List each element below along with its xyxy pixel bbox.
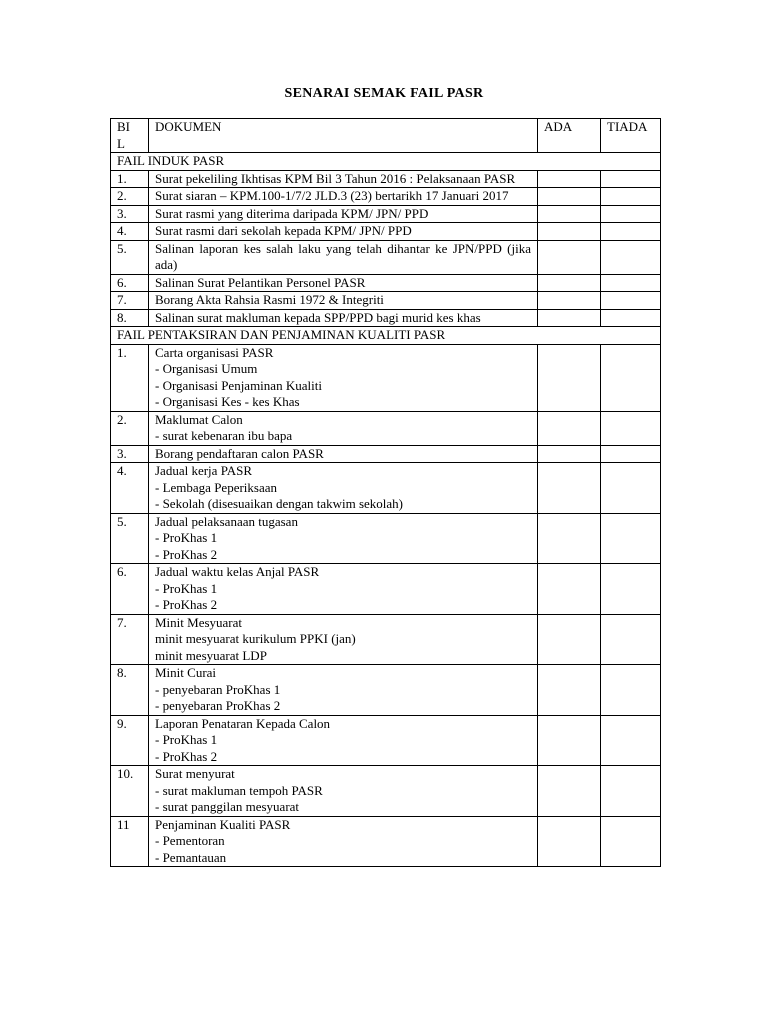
document-text: - surat panggilan mesyuarat	[155, 799, 300, 814]
document-text: - ProKhas 2	[155, 597, 218, 612]
document-cell	[149, 665, 538, 716]
document-text: - surat kebenaran ibu bapa	[155, 428, 293, 443]
ada-checkbox-cell[interactable]	[538, 188, 601, 206]
document-text: - ProKhas 2	[155, 748, 218, 764]
header-dokumen: DOKUMEN	[149, 119, 538, 153]
tiada-checkbox-cell[interactable]	[601, 274, 661, 292]
table-row	[111, 411, 661, 445]
document-text: Salinan laporan kes salah laku yang telah dihantar ke JPN/PPD (jika ada)	[155, 240, 531, 272]
tiada-checkbox-cell[interactable]	[601, 309, 661, 327]
ada-checkbox-cell[interactable]	[538, 170, 601, 188]
ada-checkbox-cell[interactable]	[538, 411, 601, 445]
table-row	[111, 205, 661, 223]
row-number: 3.	[111, 445, 149, 463]
document-text: Surat siaran – KPM.100-1/7/2 JLD.3 (23) bertarikh 17 Januari 2017	[155, 188, 509, 203]
row-number: 3.	[111, 205, 149, 223]
page-title: SENARAI SEMAK FAIL PASR	[284, 86, 484, 101]
document-text: Jadual kerja PASR	[155, 463, 253, 478]
document-cell	[149, 411, 538, 445]
tiada-checkbox-cell[interactable]	[601, 564, 661, 615]
ada-checkbox-cell[interactable]	[538, 564, 601, 615]
document-text: Surat rasmi dari sekolah kepada KPM/ JPN/ PPD	[155, 223, 412, 238]
row-number: 11	[111, 816, 149, 867]
section-heading-row	[111, 153, 661, 171]
section-heading: FAIL INDUK PASR	[111, 153, 661, 171]
document-text: - Sekolah (disesuaikan dengan takwim sekolah)	[155, 496, 404, 511]
document-text: - Organisasi Penjaminan Kualiti	[155, 377, 322, 393]
document-text: minit mesyuarat kurikulum PPKI (jan)	[155, 631, 356, 646]
row-number: 2.	[111, 411, 149, 445]
document-text: - Pemantauan	[155, 849, 227, 865]
document-text: - ProKhas 1	[155, 580, 218, 596]
ada-checkbox-cell[interactable]	[538, 223, 601, 241]
table-row	[111, 513, 661, 564]
tiada-checkbox-cell[interactable]	[601, 205, 661, 223]
row-number: 1.	[111, 344, 149, 411]
document-cell	[149, 463, 538, 514]
ada-checkbox-cell[interactable]	[538, 344, 601, 411]
header-ada: ADA	[538, 119, 601, 153]
ada-checkbox-cell[interactable]	[538, 715, 601, 766]
document-text: - Organisasi Kes - kes Khas	[155, 394, 300, 409]
document-cell	[149, 188, 538, 206]
document-text: Surat rasmi yang diterima daripada KPM/ JPN/ PPD	[155, 205, 429, 221]
ada-checkbox-cell[interactable]	[538, 463, 601, 514]
ada-checkbox-cell[interactable]	[538, 445, 601, 463]
table-row	[111, 614, 661, 665]
row-number: 6.	[111, 564, 149, 615]
document-text: - penyebaran ProKhas 2	[155, 698, 281, 713]
document-cell	[149, 513, 538, 564]
tiada-checkbox-cell[interactable]	[601, 240, 661, 274]
table-row	[111, 292, 661, 310]
tiada-checkbox-cell[interactable]	[601, 463, 661, 514]
document-cell	[149, 309, 538, 327]
document-text: Surat menyurat	[155, 766, 235, 781]
row-number: 8.	[111, 665, 149, 716]
tiada-checkbox-cell[interactable]	[601, 188, 661, 206]
table-row	[111, 665, 661, 716]
row-number: 9.	[111, 715, 149, 766]
table-row	[111, 344, 661, 411]
tiada-checkbox-cell[interactable]	[601, 411, 661, 445]
document-cell	[149, 614, 538, 665]
checklist-table	[110, 118, 661, 867]
document-text: Laporan Penataran Kepada Calon	[155, 715, 331, 731]
ada-checkbox-cell[interactable]	[538, 614, 601, 665]
table-row	[111, 309, 661, 327]
tiada-checkbox-cell[interactable]	[601, 816, 661, 867]
table-row	[111, 188, 661, 206]
document-cell	[149, 170, 538, 188]
ada-checkbox-cell[interactable]	[538, 240, 601, 274]
document-cell	[149, 240, 538, 274]
document-text: - penyebaran ProKhas 1	[155, 681, 281, 697]
row-number: 2.	[111, 188, 149, 206]
document-text: Minit Curai	[155, 665, 217, 680]
table-row	[111, 223, 661, 241]
tiada-checkbox-cell[interactable]	[601, 292, 661, 310]
row-number: 1.	[111, 170, 149, 188]
table-row	[111, 816, 661, 867]
document-text: - ProKhas 1	[155, 732, 218, 747]
document-cell	[149, 445, 538, 463]
tiada-checkbox-cell[interactable]	[601, 614, 661, 665]
ada-checkbox-cell[interactable]	[538, 665, 601, 716]
row-number: 5.	[111, 513, 149, 564]
document-cell	[149, 292, 538, 310]
document-text: - ProKhas 2	[155, 546, 218, 562]
row-number: 8.	[111, 309, 149, 327]
document-text: - Pementoran	[155, 833, 225, 848]
row-number: 5.	[111, 240, 149, 274]
section-heading: FAIL PENTAKSIRAN DAN PENJAMINAN KUALITI PASR	[111, 327, 661, 345]
document-text: - Lembaga Peperiksaan	[155, 479, 278, 495]
document-text: Jadual pelaksanaan tugasan	[155, 513, 298, 529]
table-row	[111, 274, 661, 292]
table-row	[111, 170, 661, 188]
tiada-checkbox-cell[interactable]	[601, 344, 661, 411]
ada-checkbox-cell[interactable]	[538, 766, 601, 817]
document-cell	[149, 344, 538, 411]
ada-checkbox-cell[interactable]	[538, 513, 601, 564]
document-text: Salinan surat makluman kepada SPP/PPD bagi murid kes khas	[155, 309, 481, 325]
document-text: - ProKhas 1	[155, 530, 218, 545]
document-cell	[149, 715, 538, 766]
tiada-checkbox-cell[interactable]	[601, 715, 661, 766]
document-text: Borang pendaftaran calon PASR	[155, 445, 324, 461]
row-number: 10.	[111, 766, 149, 817]
document-text: Carta organisasi PASR	[155, 344, 274, 360]
tiada-checkbox-cell[interactable]	[601, 665, 661, 716]
section-heading-row	[111, 327, 661, 345]
ada-checkbox-cell[interactable]	[538, 274, 601, 292]
row-number: 4.	[111, 223, 149, 241]
table-row	[111, 240, 661, 274]
header-tiada: TIADA	[601, 119, 661, 153]
tiada-checkbox-cell[interactable]	[601, 513, 661, 564]
document-text: - surat makluman tempoh PASR	[155, 782, 323, 798]
document-cell	[149, 223, 538, 241]
table-row	[111, 766, 661, 817]
document-text: Penjaminan Kualiti PASR	[155, 816, 291, 832]
table-row	[111, 463, 661, 514]
document-cell	[149, 274, 538, 292]
header-bil: BIL	[111, 119, 149, 153]
document-cell	[149, 205, 538, 223]
document-text: Jadual waktu kelas Anjal PASR	[155, 564, 320, 579]
document-text: Salinan Surat Pelantikan Personel PASR	[155, 274, 366, 290]
table-row	[111, 564, 661, 615]
ada-checkbox-cell[interactable]	[538, 205, 601, 223]
table-row	[111, 715, 661, 766]
document-text: minit mesyuarat LDP	[155, 647, 267, 663]
ada-checkbox-cell[interactable]	[538, 309, 601, 327]
document-text: Maklumat Calon	[155, 411, 243, 427]
tiada-checkbox-cell[interactable]	[601, 170, 661, 188]
document-text: Minit Mesyuarat	[155, 614, 243, 630]
document-cell	[149, 564, 538, 615]
document-cell	[149, 816, 538, 867]
table-row	[111, 445, 661, 463]
row-number: 4.	[111, 463, 149, 514]
tiada-checkbox-cell[interactable]	[601, 766, 661, 817]
row-number: 6.	[111, 274, 149, 292]
ada-checkbox-cell[interactable]	[538, 292, 601, 310]
document-text: Borang Akta Rahsia Rasmi 1972 & Integriti	[155, 292, 384, 307]
tiada-checkbox-cell[interactable]	[601, 223, 661, 241]
header-row	[111, 119, 661, 153]
document-cell	[149, 766, 538, 817]
document-text: - Organisasi Umum	[155, 361, 258, 376]
document-text: Surat pekeliling Ikhtisas KPM Bil 3 Tahun 2016 : Pelaksanaan PASR	[155, 170, 516, 186]
row-number: 7.	[111, 614, 149, 665]
row-number: 7.	[111, 292, 149, 310]
ada-checkbox-cell[interactable]	[538, 816, 601, 867]
tiada-checkbox-cell[interactable]	[601, 445, 661, 463]
